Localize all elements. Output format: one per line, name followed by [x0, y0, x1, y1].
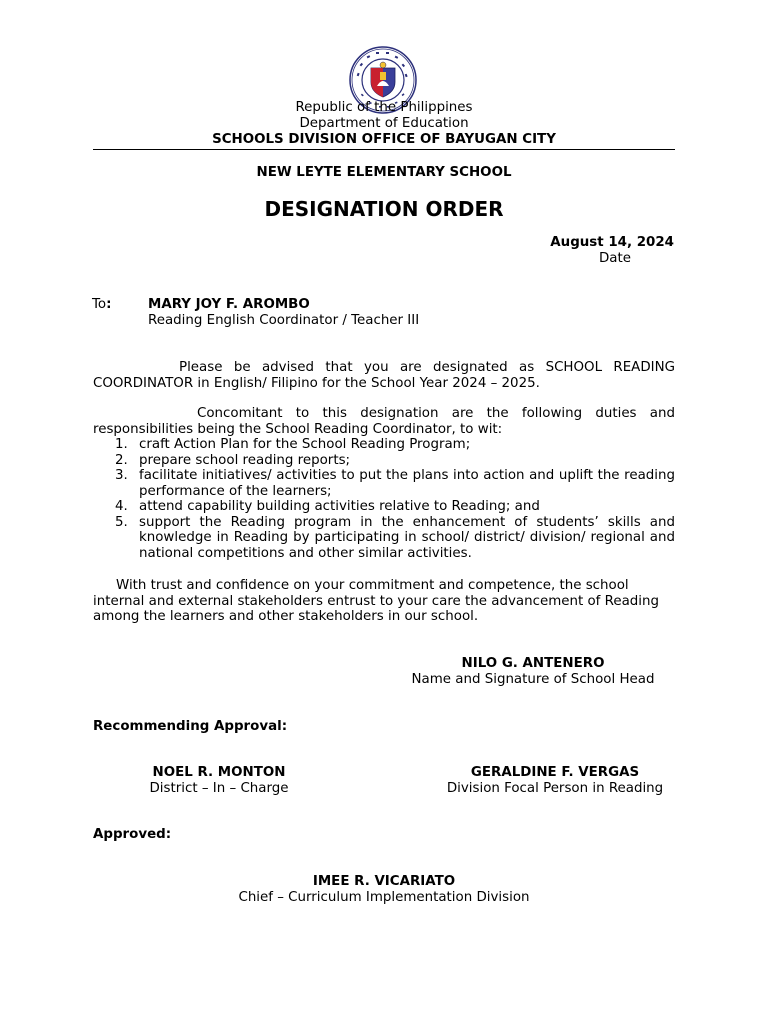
school-head-name: NILO G. ANTENERO [461, 656, 605, 671]
to-label: To: [92, 297, 112, 312]
duties-list [93, 437, 675, 561]
paragraph-duties-intro: Concomitant to this designation are the following duties and responsibilities being the School Reading Coordinator, to wit: [93, 406, 675, 437]
date-value: August 14, 2024 [550, 235, 674, 250]
recipient-position: Reading English Coordinator / Teacher III [148, 313, 420, 328]
division-office-line: SCHOOLS DIVISION OFFICE OF BAYUGAN CITY [212, 132, 556, 147]
list-item: 5. support the Reading program in the enhancement of students’ skills and knowledge in Reading by participating in school/ district/ division/ regional and national competitions and other similar activities. [115, 514, 675, 561]
school-head-title: Name and Signature of School Head [411, 672, 655, 687]
list-item: 4. attend capability building activities relative to Reading; and [115, 499, 540, 514]
recommender-left-name: NOEL R. MONTON [152, 765, 286, 780]
approved-label: Approved: [93, 827, 172, 842]
recipient-name: MARY JOY F. AROMBO [148, 297, 310, 312]
document-title: DESIGNATION ORDER [264, 197, 504, 221]
recommending-approval-label: Recommending Approval: [93, 719, 288, 734]
recommender-right-title: Division Focal Person in Reading [446, 781, 664, 796]
paragraph-designation: Please be advised that you are designated as SCHOOL READING COORDINATOR in English/ Filipino for the School Year 2024 – 2025. [93, 360, 675, 391]
approver-title: Chief – Curriculum Implementation Division [238, 890, 530, 905]
list-item: 2. prepare school reading reports; [115, 452, 351, 468]
approver-name: IMEE R. VICARIATO [312, 874, 456, 889]
recommender-left-title: District – In – Charge [149, 781, 289, 796]
list-item: 1. craft Action Plan for the School Reading Program; [115, 437, 471, 452]
date-label: Date [599, 251, 632, 266]
paragraph-trust: With trust and confidence on your commitment and competence, the school internal and external stakeholders entrust to your care the advancement of Reading among the learners and other stakeholders in our school. [93, 578, 660, 624]
list-item: 3. facilitate initiatives/ activities to put the plans into action and uplift the reading performance of the learners; [115, 468, 675, 499]
header-divider [93, 149, 675, 150]
republic-line: Republic of the Philippines [295, 100, 473, 115]
recommender-right-name: GERALDINE F. VERGAS [470, 765, 640, 780]
school-name: NEW LEYTE ELEMENTARY SCHOOL [256, 165, 512, 180]
department-line: Department of Education [299, 116, 469, 131]
